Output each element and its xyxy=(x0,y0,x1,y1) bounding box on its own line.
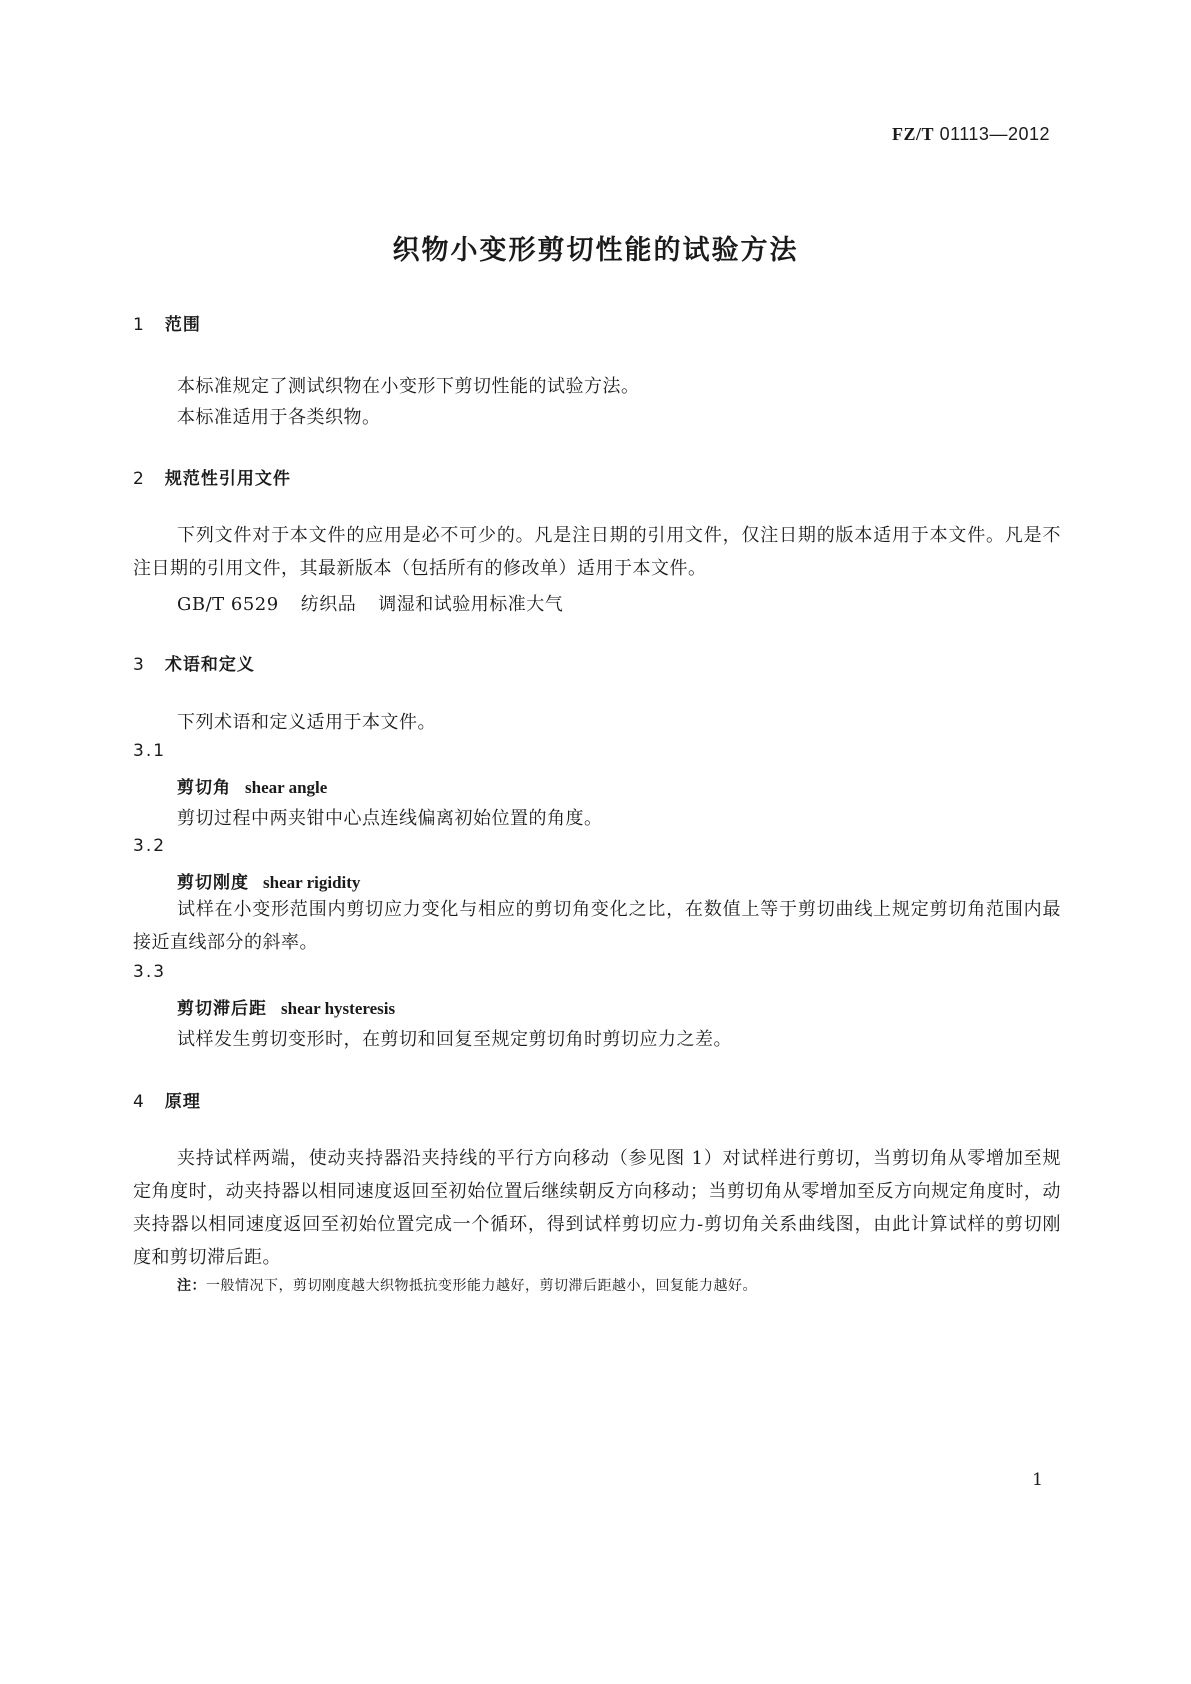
paragraph: 本标准规定了测试织物在小变形下剪切性能的试验方法。 xyxy=(177,376,640,397)
reference-code: GB/T 6529 xyxy=(177,594,279,615)
term-chinese: 剪切刚度 xyxy=(177,873,249,893)
section-2-heading xyxy=(133,464,291,489)
section-number: 4 xyxy=(133,1092,145,1112)
standard-code xyxy=(892,124,1050,145)
term-chinese: 剪切滞后距 xyxy=(177,999,267,1019)
page-number: 1 xyxy=(1032,1470,1043,1490)
section-number: 3 xyxy=(133,655,145,675)
section-title: 术语和定义 xyxy=(164,655,255,675)
section-4-heading xyxy=(133,1087,201,1112)
term-english: shear rigidity xyxy=(263,873,361,892)
section-title: 规范性引用文件 xyxy=(164,469,291,489)
term-definition: 剪切过程中两夹钳中心点连线偏离初始位置的角度。 xyxy=(177,808,603,829)
paragraph: 下列文件对于本文件的应用是必不可少的。凡是注日期的引用文件，仅注日期的版本适用于本文件。凡是不注日期的引用文件，其最新版本（包括所有的修改单）适用于本文件。 xyxy=(133,525,1061,579)
standard-prefix: FZ/T xyxy=(892,124,935,144)
term-number: 3.3 xyxy=(133,962,167,982)
term-title xyxy=(177,994,395,1019)
document-title: 织物小变形剪切性能的试验方法 xyxy=(392,235,799,266)
normative-reference xyxy=(177,590,563,616)
section-number: 1 xyxy=(133,315,145,335)
section-number: 2 xyxy=(133,469,145,489)
term-definition: 试样发生剪切变形时，在剪切和回复至规定剪切角时剪切应力之差。 xyxy=(177,1029,732,1050)
paragraph: 夹持试样两端，使动夹持器沿夹持线的平行方向移动（参见图 1）对试样进行剪切，当剪切角从零增加至规定角度时，动夹持器以相同速度返回至初始位置后继续朝反方向移动；当剪切角从零增加至反方向规定角度时，动夹持器以相同速度返回至初始位置完成一个循环，得到试样剪切应力-剪切角关系曲线图，由此计算试样的剪切刚度和剪切滞后距。 xyxy=(133,1148,1061,1268)
reference-title-part: 调湿和试验用标准大气 xyxy=(378,594,564,615)
section-title: 范围 xyxy=(164,315,201,335)
term-definition: 试样在小变形范围内剪切应力变化与相应的剪切角变化之比，在数值上等于剪切曲线上规定剪切角范围内最接近直线部分的斜率。 xyxy=(133,899,1061,953)
section-1-heading xyxy=(133,310,201,335)
term-number: 3.1 xyxy=(133,741,167,761)
note-label: 注： xyxy=(177,1278,206,1294)
standard-number: 01113—2012 xyxy=(939,124,1050,144)
term-number: 3.2 xyxy=(133,836,167,856)
term-english: shear angle xyxy=(245,778,328,797)
note-text: 一般情况下，剪切刚度越大织物抵抗变形能力越好，剪切滞后距越小，回复能力越好。 xyxy=(206,1278,757,1294)
note xyxy=(177,1275,757,1295)
term-title xyxy=(177,868,360,893)
paragraph: 本标准适用于各类织物。 xyxy=(177,407,381,428)
section-3-heading xyxy=(133,650,255,675)
paragraph: 下列术语和定义适用于本文件。 xyxy=(177,712,436,733)
term-english: shear hysteresis xyxy=(281,999,396,1018)
reference-title-part: 纺织品 xyxy=(300,594,357,615)
section-title: 原理 xyxy=(164,1092,201,1112)
term-chinese: 剪切角 xyxy=(177,778,231,798)
term-title xyxy=(177,773,327,798)
